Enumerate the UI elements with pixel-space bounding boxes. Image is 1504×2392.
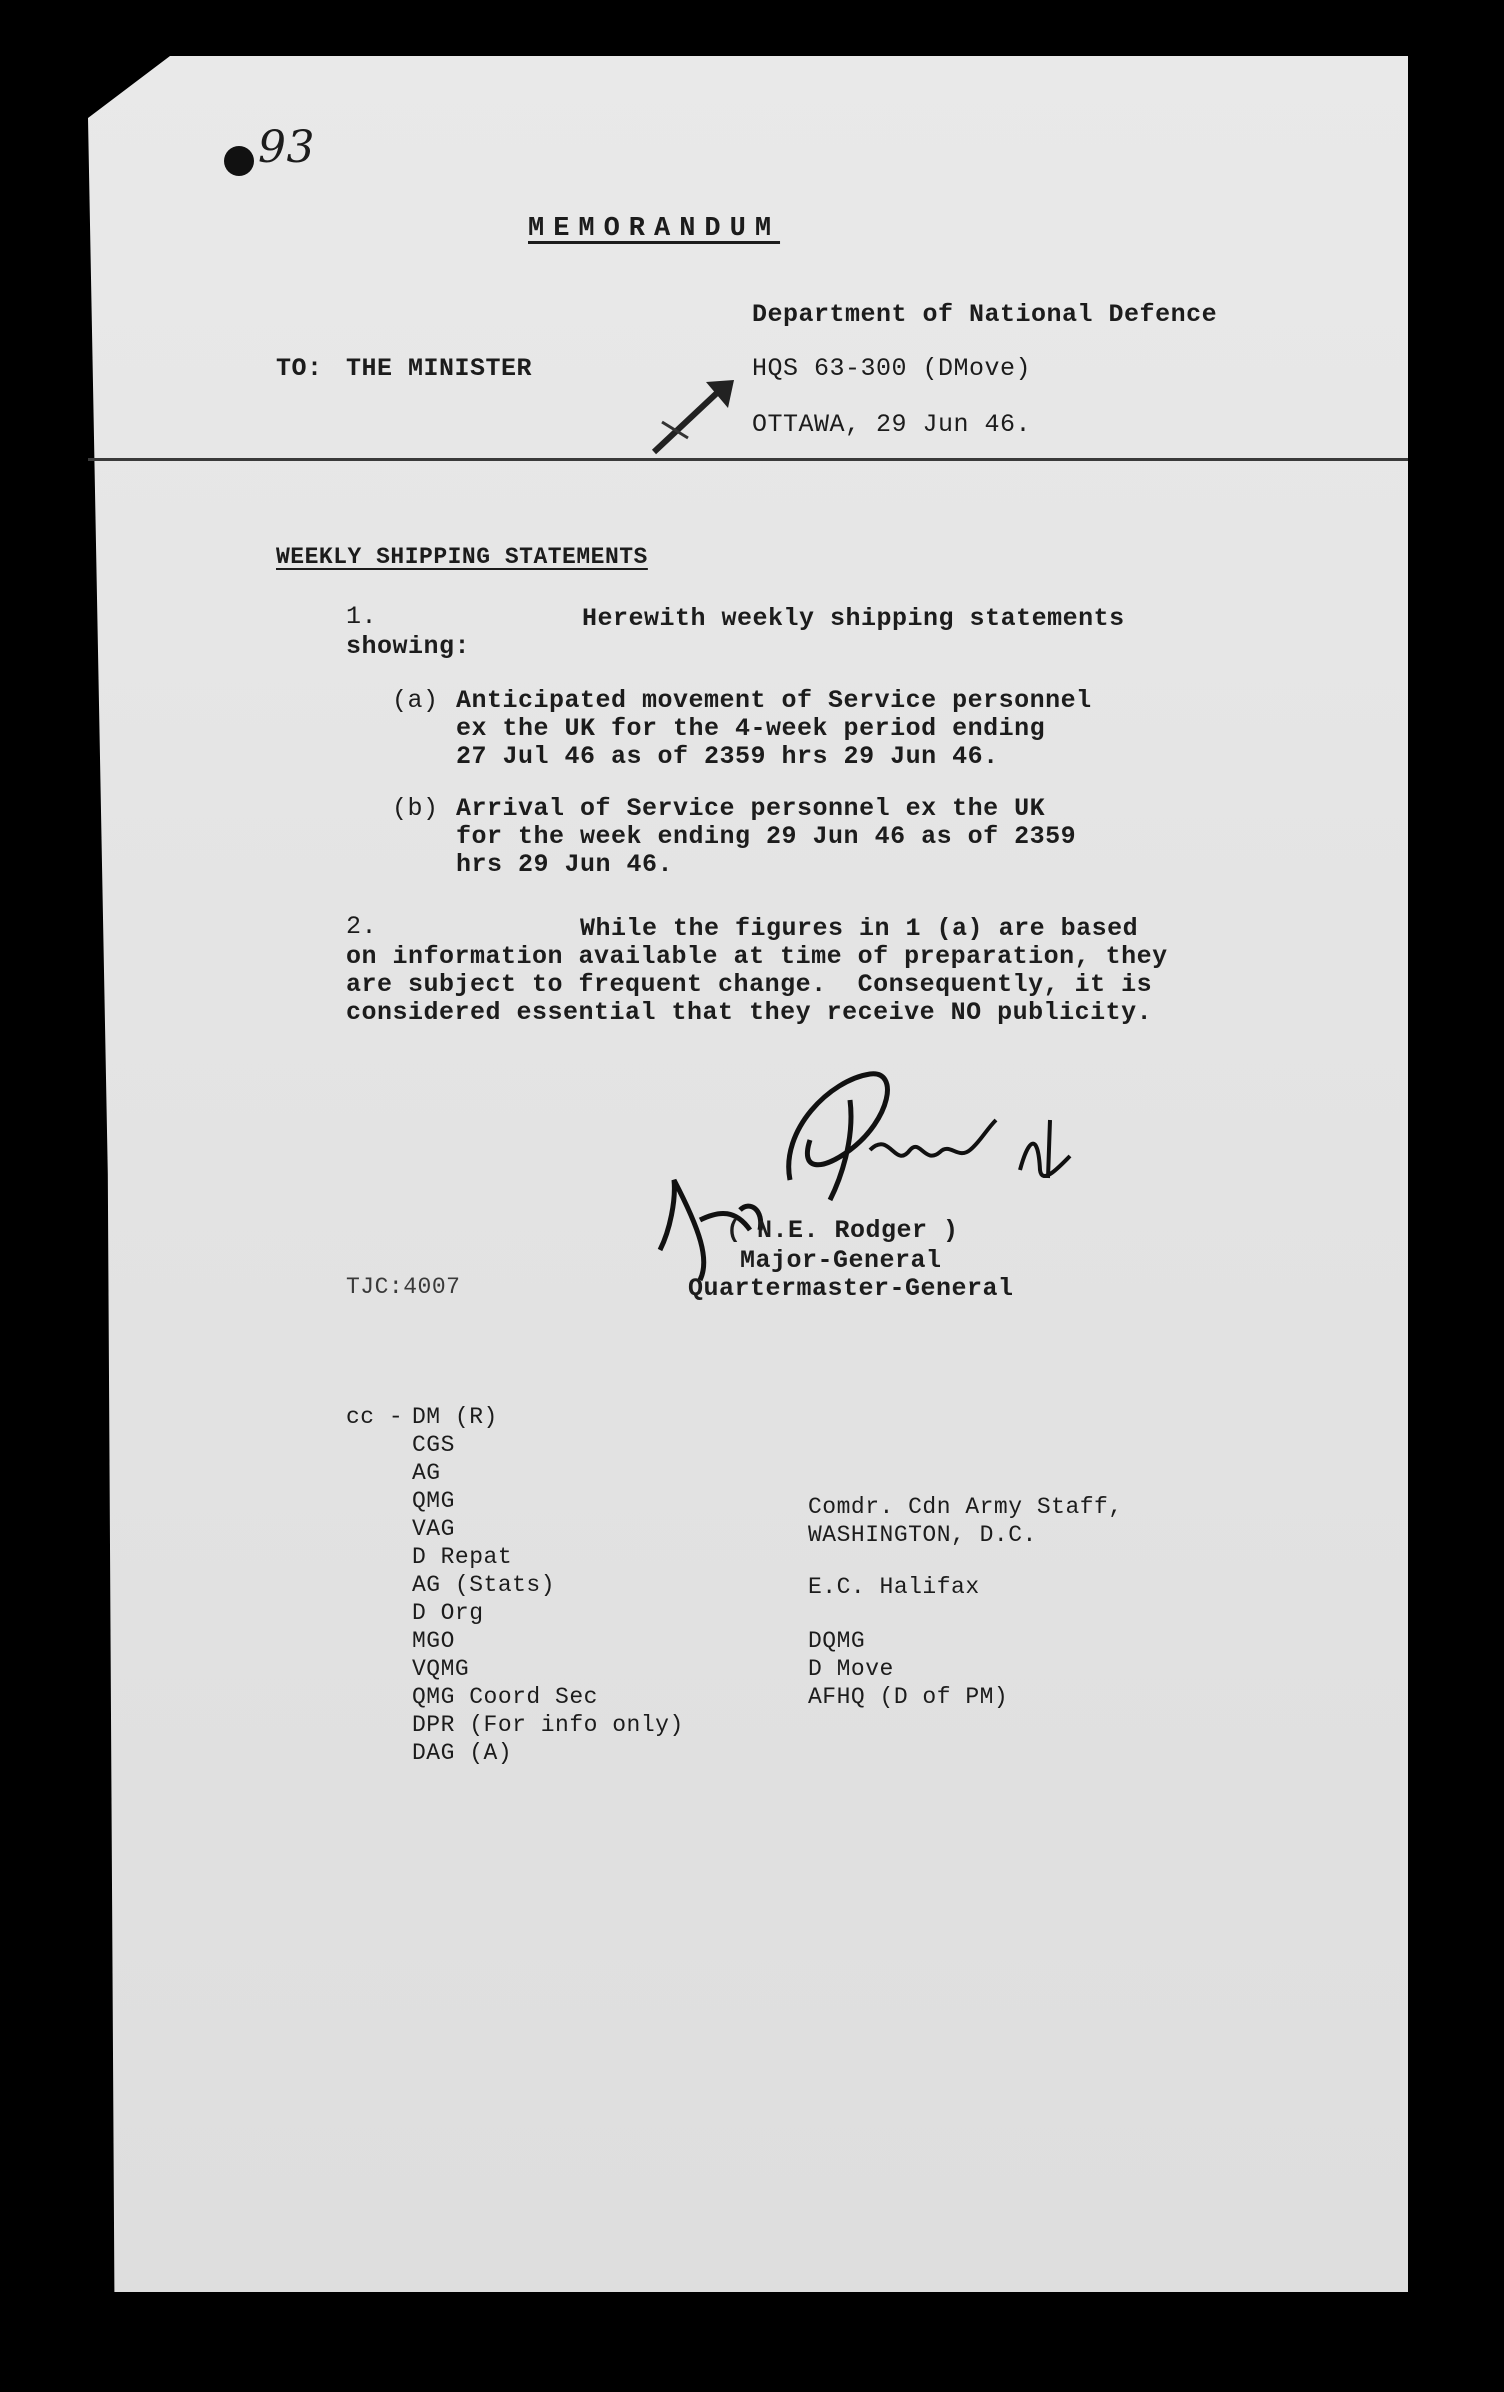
ink-blot-mark [224,146,254,176]
cc-item: DM (R) [412,1404,498,1430]
cc-item: AG (Stats) [412,1572,556,1598]
cc-item: AG [412,1460,441,1486]
cc-right-item: Comdr. Cdn Army Staff, [808,1494,1123,1520]
item-a-line: Anticipated movement of Service personnel [456,686,1092,715]
signatory-title: Quartermaster-General [688,1274,1014,1303]
signatory-rank: Major-General [740,1246,942,1275]
department-name: Department of National Defence [752,300,1218,329]
to-label: TO: [276,354,323,383]
para-1-number: 1. [346,602,378,631]
cc-item: MGO [412,1628,455,1654]
para-2-line-1: While the figures in 1 (a) are based [580,914,1139,943]
cc-right-item: DQMG [808,1628,866,1654]
cc-right-item: WASHINGTON, D.C. [808,1522,1037,1548]
para-2-number: 2. [346,912,378,941]
para-2-line: considered essential that they receive NO publicity. [346,998,1153,1027]
cc-item: QMG [412,1488,455,1514]
cc-right-item: AFHQ (D of PM) [808,1684,1009,1710]
cc-right-item: D Move [808,1656,894,1682]
item-b-line: Arrival of Service personnel ex the UK [456,794,1046,823]
cc-item: VQMG [412,1656,470,1682]
para-1-line-2: showing: [346,632,471,661]
reference-code: TJC:4007 [346,1274,461,1300]
cc-right-item: E.C. Halifax [808,1574,980,1600]
cc-item: D Org [412,1600,484,1626]
place-date: OTTAWA, 29 Jun 46. [752,410,1032,439]
header-divider [88,458,1408,461]
cc-item: DPR (For info only) [412,1712,684,1738]
cc-prefix: cc - [346,1404,404,1430]
signatory-name: ( N.E. Rodger ) [726,1216,959,1245]
subject-line: WEEKLY SHIPPING STATEMENTS [276,544,648,570]
item-a-line: 27 Jul 46 as of 2359 hrs 29 Jun 46. [456,742,999,771]
cc-item: CGS [412,1432,455,1458]
item-b-line: for the week ending 29 Jun 46 as of 2359 [456,822,1077,851]
arrow-icon [648,378,738,458]
item-b-label: (b) [392,794,439,823]
item-a-line: ex the UK for the 4-week period ending [456,714,1046,743]
cc-item: D Repat [412,1544,513,1570]
file-reference: HQS 63-300 (DMove) [752,354,1032,383]
to-recipient: THE MINISTER [346,354,533,383]
cc-item: VAG [412,1516,455,1542]
page-number-mark: 93 [258,122,315,173]
item-a-label: (a) [392,686,439,715]
cc-item: DAG (A) [412,1740,513,1766]
memo-title: MEMORANDUM [528,214,781,244]
para-1-line-1: Herewith weekly shipping statements [582,604,1125,633]
para-2-line: are subject to frequent change. Consequently, it is [346,970,1153,999]
cc-item: QMG Coord Sec [412,1684,598,1710]
para-2-line: on information available at time of preparation, they [346,942,1168,971]
item-b-line: hrs 29 Jun 46. [456,850,674,879]
